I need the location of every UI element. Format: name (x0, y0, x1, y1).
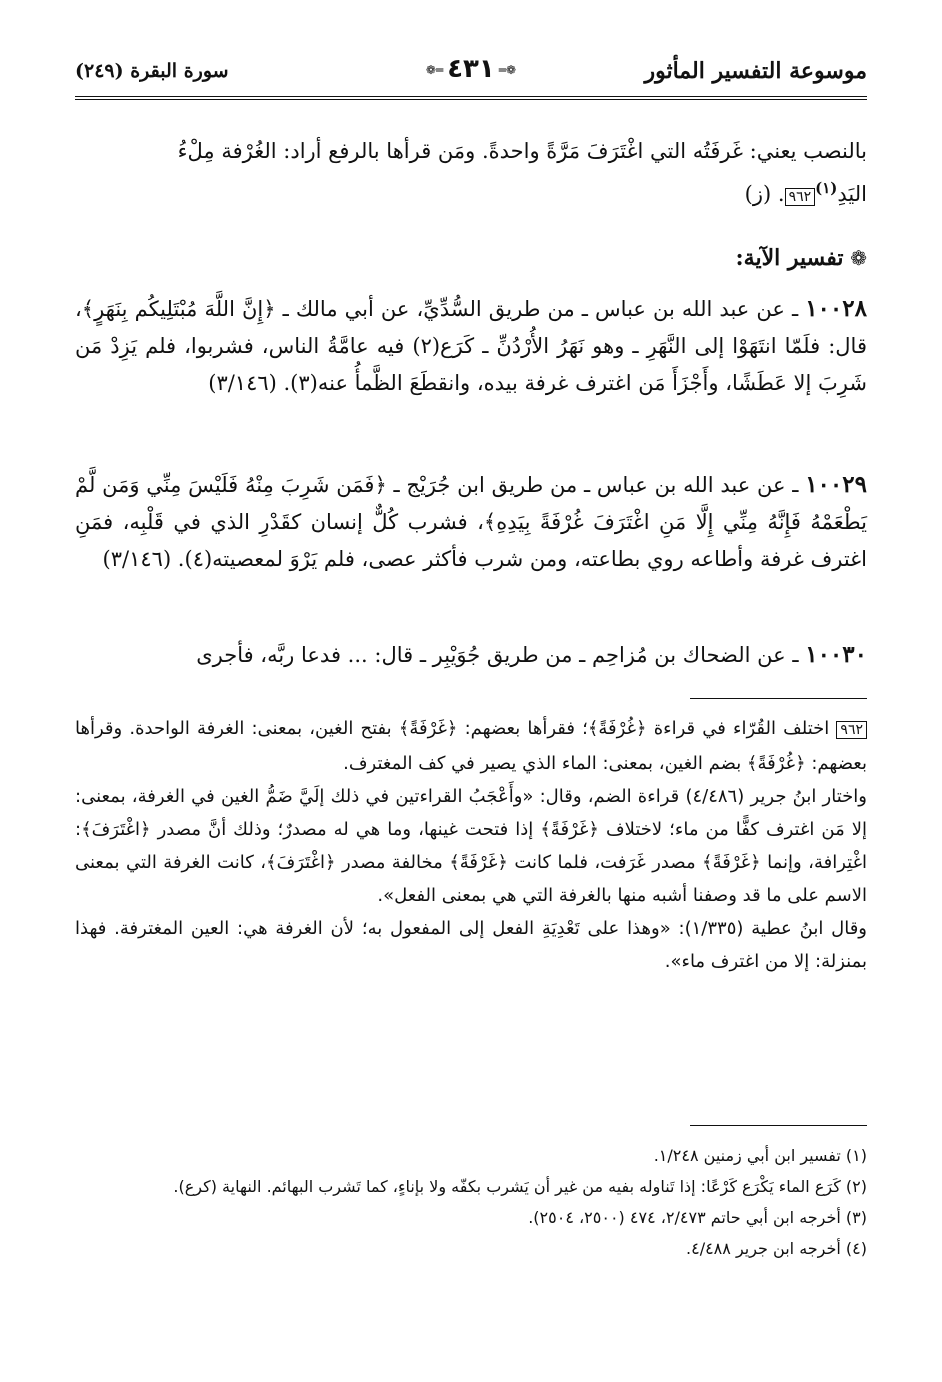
section-title: تفسير الآية: (735, 245, 844, 271)
continuation-text: اليَدِ (837, 182, 867, 206)
scholarly-note (75, 712, 867, 978)
entry-text: ـ عن عبد الله بن عباس ـ من طريق ابن جُرَيْج ـ ﴿فَمَن شَرِبَ مِنْهُ فَلَيْسَ مِنِّي وَمَن لَّمْ يَطْعَمْهُ فَإِنَّهُ مِنِّي إِلَّا مَنِ اغْتَرَفَ غُرْفَةً بِيَدِهِ﴾، فشرب كُلٌّ إنسان كقَدْرِ الذي في قَلْبِه، فمَنِ اغترف غرفة وأطاعه روي بطاعته، ومن شرب فأكثر عصى، فلم يَرْوَ لمعصيته(٤). (٣/١٤٦) (75, 473, 867, 571)
flower-icon: ❁ (850, 246, 867, 270)
ornament-icon: ❁═ (498, 62, 517, 77)
entry-10030 (75, 636, 867, 674)
footnotes (75, 1140, 867, 1264)
header-rule (75, 99, 867, 100)
header-rule (75, 96, 867, 97)
note-paragraph-3: وقال ابنُ عطية (١/٣٣٥): «وهذا على تَعْدِيَةِ الفعل إلى المفعول به؛ لأن الغرفة هي: العين المغترفة. فهذا بمنزلة: إلا من اغترف ماء». (75, 918, 867, 972)
entry-number: ١٠٠٢٨ (805, 295, 867, 322)
note-text: اختلف القُرّاء في قراءة ﴿غُرْفَةً﴾؛ فقرأها بعضهم: ﴿غَرْفَةً﴾ بفتح الغين، بمعنى: الغرفة الواحدة. وقرأها بعضهم: ﴿غُرْفَةً﴾ بضم الغين، بمعنى: الماء الذي يصير في كف المغترف. (75, 718, 867, 774)
continuation-paragraph (75, 133, 867, 216)
book-title: موسوعة التفسير المأثور (644, 58, 867, 84)
entry-number: ١٠٠٣٠ (805, 641, 867, 668)
ornament-icon: ═❁ (425, 62, 444, 77)
entry-10029 (75, 466, 867, 578)
continuation-text: . (ز) (744, 182, 785, 206)
section-heading (75, 240, 867, 277)
footnote: (٤) أخرجه ابن جرير ٤/٤٨٨. (686, 1239, 867, 1258)
note-ref-box: ٩٦٢ (785, 188, 816, 206)
entry-10028 (75, 290, 867, 402)
note-paragraph-2: واختار ابنُ جرير (٤/٤٨٦) قراءة الضم، وقال: «وأَعْجَبُ القراءتين في ذلك إلَيَّ ضَمُّ الغين في الغرفة، بمعنى: إلا مَن اغترف كفًّا من ماء؛ لاختلاف ﴿غَرْفَةً﴾ إذا فتحت غينها، وما هي له مصدرٌ؛ وذلك أنَّ مصدر ﴿اغْتَرَفَ﴾: اغْتِرافة، وإنما ﴿غَرْفَةً﴾ مصدر غَرَفت، فلما كانت ﴿غَرْفَةً﴾ مخالفة مصدر ﴿اغْتَرَفَ﴾، كانت الغرفة التي بمعنى الاسم على ما قد وصفنا أشبه منها بالغرفة التي هي بمعنى الفعل». (75, 786, 867, 906)
page-number: ٤٣١ (447, 54, 495, 84)
footnote-ref: (١) (815, 179, 838, 197)
page-header (75, 52, 867, 102)
entry-text: ـ عن عبد الله بن عباس ـ من طريق السُّدِّيِّ، عن أبي مالك ـ ﴿إِنَّ اللَّهَ مُبْتَلِيكُم بِنَهَرٍ﴾، قال: فلَمّا انتَهَوْا إلى النَّهَرِ ـ وهو نَهَرُ الأُرْدُنِّ ـ كَرَع(٢) فيه عامَّةُ الناس، فشربوا، فلم يَزِدْ مَن شَرِبَ إلا عَطَشًا، وأَجْزَأَ مَن اغترف غرفة بيده، وانقطَعَ الظَّمأُ عنه(٣). (٣/١٤٦) (75, 297, 867, 395)
footnote: (٣) أخرجه ابن أبي حاتم ٢/٤٧٣، ٤٧٤ (٢٥٠٠، ٢٥٠٤). (528, 1208, 867, 1227)
entry-number: ١٠٠٢٩ (805, 471, 867, 498)
entry-text: ـ عن الضحاك بن مُزاحِم ـ من طريق جُوَيْبِر ـ قال: ... فدعا ربَّه، فأجرى (196, 643, 799, 667)
note-paragraph-1 (75, 712, 867, 780)
page-number-block (401, 54, 541, 84)
footnote: (٢) كَرَع الماء يَكْرَع كَرْعًا: إذا تَناوله بفيه من غير أن يَشرب بكفّه ولا بإناءٍ، كما تَشرب البهائم. النهاية (كرع). (173, 1177, 867, 1196)
continuation-line: بالنصب يعني: غَرفَتُه التي اغْتَرَفَ مَرَّةً واحدةً. ومَن قرأها بالرفع أراد: الغُرْفة مِلْءُ (177, 139, 867, 163)
notes-divider (690, 698, 867, 699)
note-box-label: ٩٦٢ (836, 721, 867, 739)
footnote: (١) تفسير ابن أبي زمنين ١/٢٤٨. (653, 1146, 867, 1165)
surah-reference: سورة البقرة (٢٤٩) (75, 60, 229, 82)
footnotes-divider (690, 1125, 867, 1126)
continuation-line-2 (75, 170, 867, 216)
